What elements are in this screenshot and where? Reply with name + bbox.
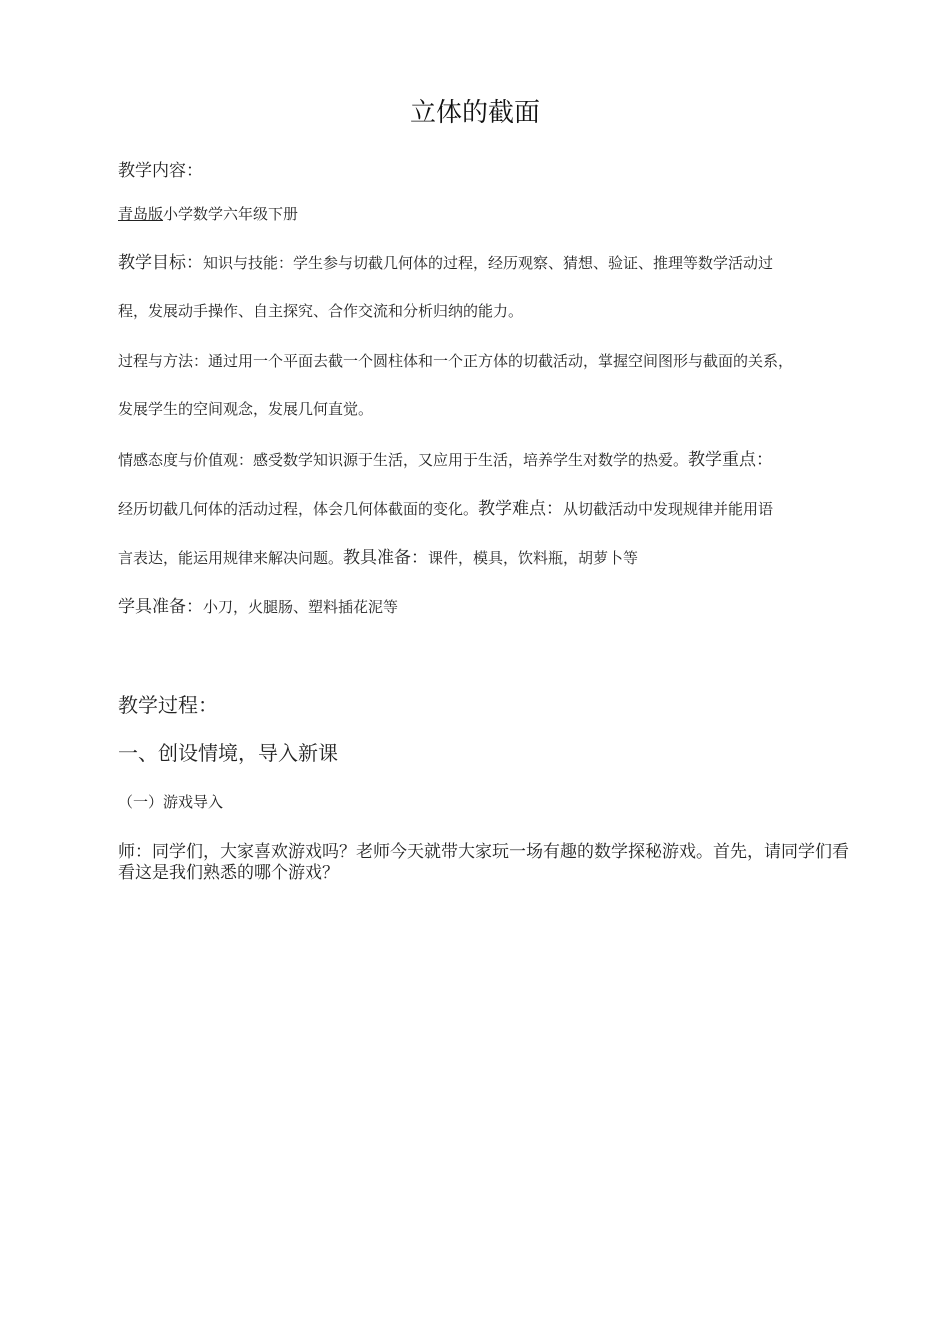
student-tools-text: 小刀，火腿肠、塑料插花泥等 [203, 598, 399, 616]
emotion-line [118, 449, 773, 471]
goals-line-1 [118, 252, 773, 274]
difficult-tools-line [118, 547, 638, 569]
student-tools-label: 学具准备： [118, 597, 203, 617]
content-label: 教学内容： [118, 161, 203, 181]
key-point-label: 教学重点： [688, 450, 774, 470]
student-tools-line [118, 596, 398, 618]
goals-label: 教学目标： [118, 253, 203, 273]
teaching-tools-label: 教具准备： [343, 548, 429, 568]
textbook-publisher: 青岛版 [118, 205, 164, 223]
textbook-line [118, 205, 298, 225]
subsection-1-heading: （一）游戏导入 [118, 793, 224, 811]
teaching-process-heading: 教学过程： [118, 693, 218, 717]
goals-text-1: 知识与技能：学生参与切截几何体的过程，经历观察、猜想、验证、推理等数学活动过 [203, 254, 774, 272]
process-method-line-2: 发展学生的空间观念，发展几何直觉。 [118, 400, 374, 418]
document-title: 立体的截面 [409, 98, 540, 128]
difficult-point-text-1: 从切截活动中发现规律并能用语 [563, 500, 774, 518]
difficult-point-label: 教学难点： [478, 499, 564, 519]
teaching-tools-text: 课件，模具，饮料瓶，胡萝卜等 [428, 549, 639, 567]
goals-line-2: 程，发展动手操作、自主探究、合作交流和分析归纳的能力。 [118, 302, 524, 320]
emotion-text: 情感态度与价值观：感受数学知识源于生活，又应用于生活，培养学生对数学的热爱。 [118, 451, 689, 469]
key-difficult-line [118, 498, 773, 520]
section-1-heading: 一、创设情境，导入新课 [118, 741, 338, 765]
process-method-line-1: 过程与方法：通过用一个平面去截一个圆柱体和一个正方体的切截活动，掌握空间图形与截面的关系， [118, 352, 794, 370]
key-point-text: 经历切截几何体的活动过程，体会几何体截面的变化。 [118, 500, 479, 518]
textbook-rest: 小学数学六年级下册 [163, 205, 299, 223]
teacher-dialogue: 师：同学们，大家喜欢游戏吗？老师今天就带大家玩一场有趣的数学探秘游戏。首先，请同学们看看这是我们熟悉的哪个游戏？ [118, 842, 849, 883]
difficult-point-text-2: 言表达，能运用规律来解决问题。 [118, 549, 344, 567]
